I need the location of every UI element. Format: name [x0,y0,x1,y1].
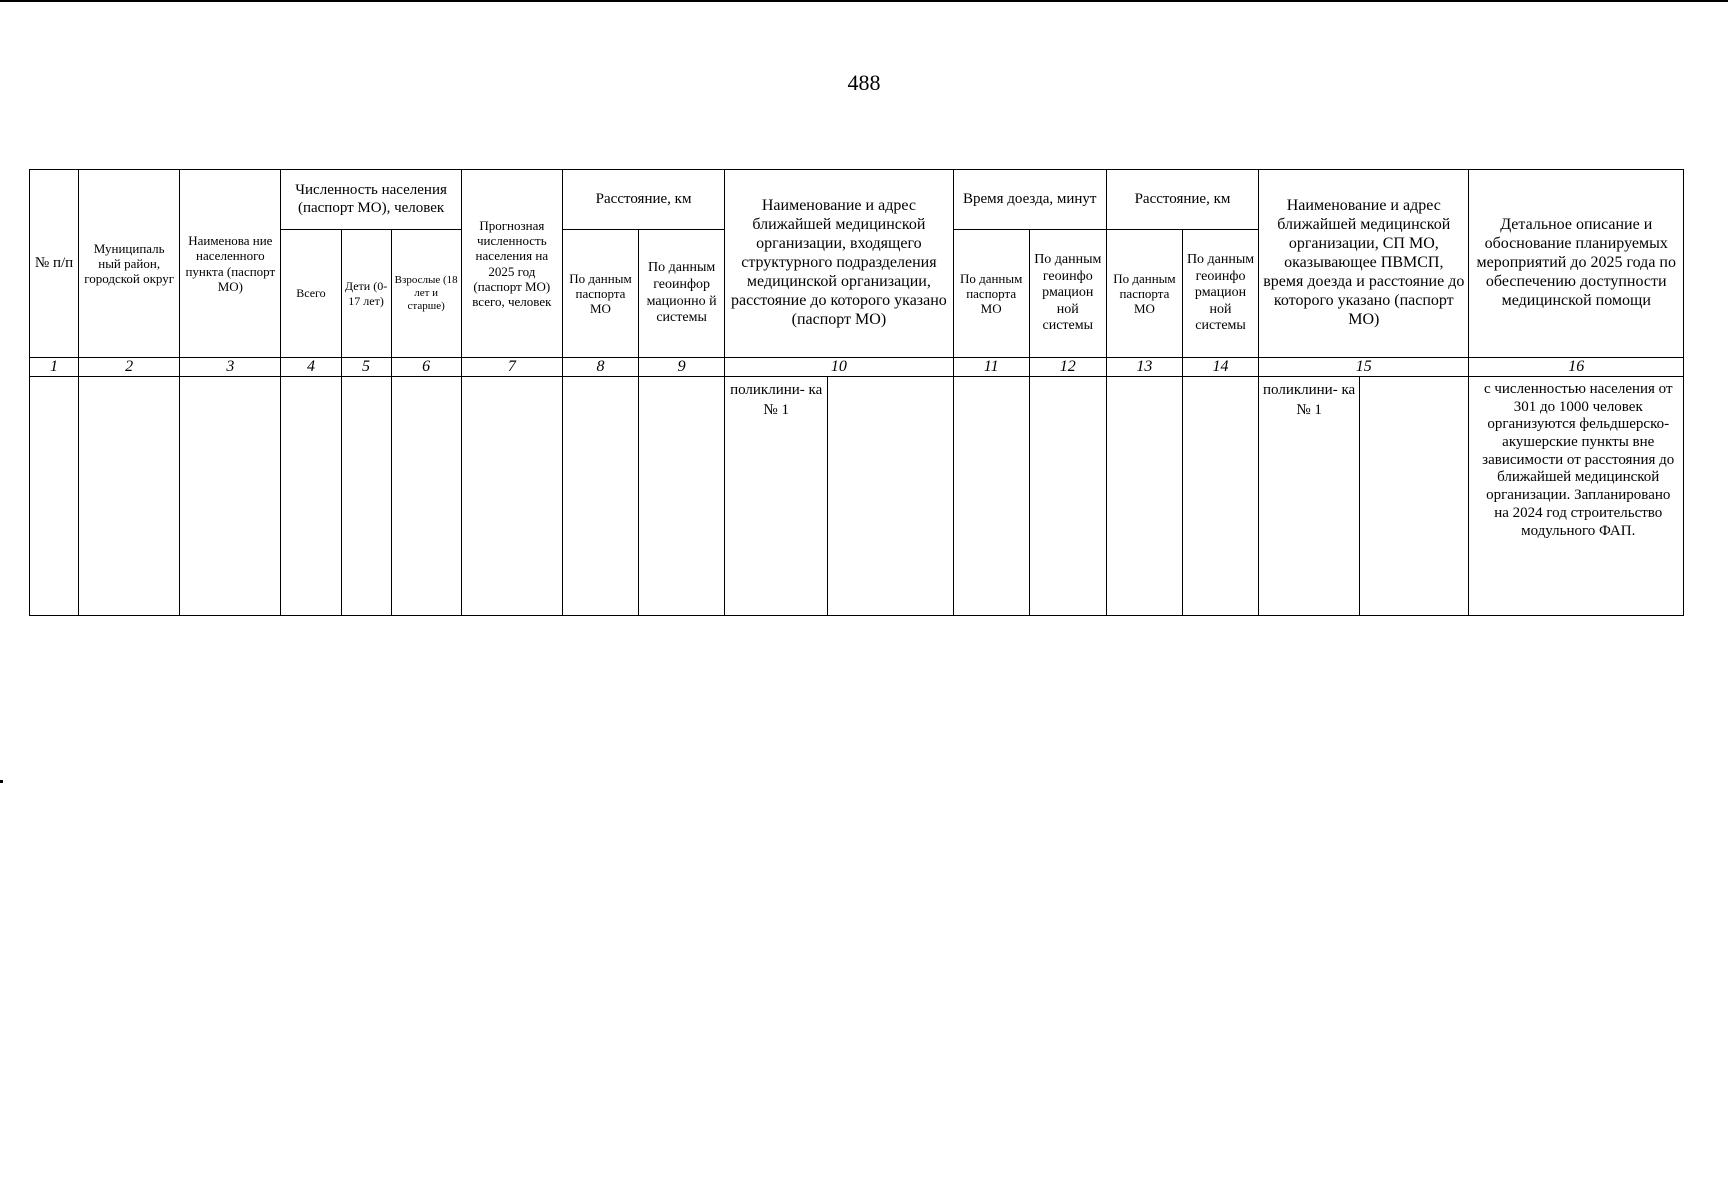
header-col-9: По данным геоинфор мационно й системы [639,230,725,358]
cell-col-10-split [725,377,952,615]
column-number: 1 [30,358,79,377]
header-time-group: Время доезда, минут [953,170,1106,230]
header-col-16: Детальное описание и обоснование планируемых мероприятий до 2025 года по обеспечению доступности медицинской помощи [1469,170,1684,358]
cell-col-2 [79,377,180,616]
header-col-7: Прогнозная численность населения на 2025 год (паспорт МО) всего, человек [461,170,562,358]
cell-col-15-address [1360,377,1468,615]
cell-col-10-address [828,377,952,615]
header-row-top [30,170,1684,230]
column-number: 11 [953,358,1029,377]
header-col-6: Взрослые (18 лет и старше) [391,230,461,358]
column-number: 7 [461,358,562,377]
cell-col-8 [562,377,638,616]
column-number: 14 [1182,358,1258,377]
column-number: 2 [79,358,180,377]
cell-col-9 [639,377,725,616]
cell-col-5 [341,377,391,616]
column-number: 13 [1106,358,1182,377]
cell-col-12 [1029,377,1106,616]
cell-col-6 [391,377,461,616]
table-row [30,377,1684,616]
column-number: 4 [281,358,341,377]
header-col-5: Дети (0-17 лет) [341,230,391,358]
column-number-row [30,358,1684,377]
cell-col-10 [725,377,953,616]
cell-col-7 [461,377,562,616]
header-col-4: Всего [281,230,341,358]
column-number: 12 [1029,358,1106,377]
header-col-8: По данным паспорта МО [562,230,638,358]
header-col-2: Муниципаль ный район, городской округ [79,170,180,358]
column-number: 3 [180,358,281,377]
cell-col-11 [953,377,1029,616]
header-col-14: По данным геоинфо рмацион ной системы [1182,230,1258,358]
header-col-15: Наименование и адрес ближайшей медицинской организации, СП МО, оказывающее ПВМСП, время доезда и расстояние до которого указано (паспорт МО) [1259,170,1469,358]
header-col-12: По данным геоинфо рмацион ной системы [1029,230,1106,358]
header-distance-group-1: Расстояние, км [562,170,724,230]
scan-margin-mark [0,780,3,783]
column-number: 10 [725,358,953,377]
column-number: 15 [1259,358,1469,377]
cell-col-16-description: с численностью населения от 301 до 1000 человек организуются фельдшерско-акушерские пункты вне зависимости от расстояния до ближайшей медицинской организации. Запланировано на 2024 год строительство модульного ФАП. [1469,377,1684,616]
page-top-border [0,0,1728,2]
data-table [29,169,1684,616]
cell-col-15-org-name: поликлини- ка № 1 [1259,377,1360,615]
cell-col-1 [30,377,79,616]
column-number: 9 [639,358,725,377]
column-number: 16 [1469,358,1684,377]
cell-col-4 [281,377,341,616]
column-number: 5 [341,358,391,377]
cell-col-3 [180,377,281,616]
cell-col-10-org-name: поликлини- ка № 1 [725,377,828,615]
header-col-3: Наименова ние населенного пункта (паспорт МО) [180,170,281,358]
header-population-group: Численность населения (паспорт МО), человек [281,170,461,230]
cell-col-15-split [1259,377,1468,615]
header-col-13: По данным паспорта МО [1106,230,1182,358]
column-number: 6 [391,358,461,377]
cell-col-14 [1182,377,1258,616]
header-distance-group-2: Расстояние, км [1106,170,1258,230]
header-col-10: Наименование и адрес ближайшей медицинской организации, входящего структурного подразделения медицинской организации, расстояние до которого указано (паспорт МО) [725,170,953,358]
header-col-1: № п/п [30,170,79,358]
header-col-11: По данным паспорта МО [953,230,1029,358]
cell-col-15 [1259,377,1469,616]
column-number: 8 [562,358,638,377]
page-number: 488 [847,70,881,95]
cell-col-13 [1106,377,1182,616]
